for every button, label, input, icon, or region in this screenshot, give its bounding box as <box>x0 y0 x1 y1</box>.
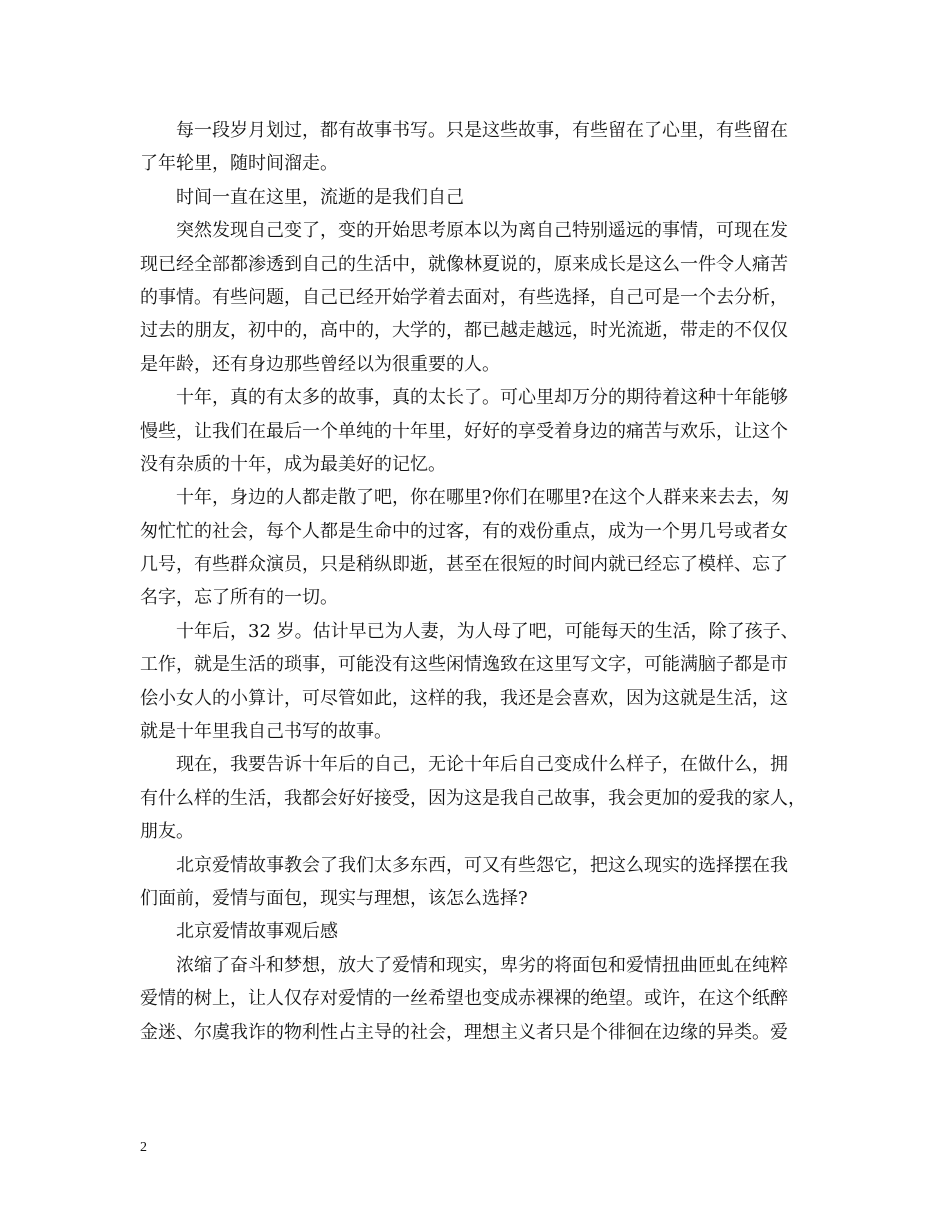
text-line: 名字，忘了所有的一切。 <box>140 587 338 609</box>
text-line: 几号，有些群众演员，只是稍纵即逝，甚至在很短的时间内就已经忘了模样、忘了 <box>140 554 788 576</box>
text-line: 现已经全部都渗透到自己的生活中，就像林夏说的，原来成长是这么一件令人痛苦 <box>140 253 788 275</box>
text-line: 金迷、尔虞我诈的物利性占主导的社会，理想主义者只是个徘徊在边缘的异类。爱 <box>140 1021 788 1043</box>
text-line: 爱情的树上，让人仅存对爱情的一丝希望也变成赤裸裸的绝望。或许，在这个纸醉 <box>140 988 788 1010</box>
text-line: 北京爱情故事教会了我们太多东西，可又有些怨它，把这么现实的选择摆在我 <box>176 854 788 876</box>
text-line: 时间一直在这里，流逝的是我们自己 <box>176 186 464 208</box>
document-body <box>140 114 812 1049</box>
text-line: 有什么样的生活，我都会好好接受，因为这是我自己故事，我会更加的爱我的家人， <box>140 787 806 809</box>
text-line: 工作，就是生活的琐事，可能没有这些闲情逸致在这里写文字，可能满脑子都是市 <box>140 654 788 676</box>
text-line: 十年后，32 岁。估计早已为人妻，为人母了吧，可能每天的生活，除了孩子、 <box>176 620 799 642</box>
text-line: 过去的朋友，初中的，高中的，大学的，都已越走越远，时光流逝，带走的不仅仅 <box>140 320 788 342</box>
text-line: 北京爱情故事观后感 <box>176 921 338 943</box>
text-line: 十年，身边的人都走散了吧，你在哪里?你们在哪里?在这个人群来来去去，匆 <box>176 487 790 509</box>
text-line: 慢些，让我们在最后一个单纯的十年里，好好的享受着身边的痛苦与欢乐，让这个 <box>140 420 788 442</box>
text-line: 的事情。有些问题，自己已经开始学着去面对，有些选择，自己可是一个去分析， <box>140 286 788 308</box>
text-line: 十年，真的有太多的故事，真的太长了。可心里却万分的期待着这种十年能够 <box>176 387 788 409</box>
text-line: 现在，我要告诉十年后的自己，无论十年后自己变成什么样子，在做什么，拥 <box>176 754 788 776</box>
text-line: 侩小女人的小算计，可尽管如此，这样的我，我还是会喜欢，因为这就是生活，这 <box>140 687 788 709</box>
text-line: 浓缩了奋斗和梦想，放大了爱情和现实，卑劣的将面包和爱情扭曲匝虬在纯粹 <box>176 954 788 976</box>
text-line: 没有杂质的十年，成为最美好的记忆。 <box>140 453 446 475</box>
text-line: 突然发现自己变了，变的开始思考原本以为离自己特别遥远的事情，可现在发 <box>176 220 788 242</box>
text-line: 们面前，爱情与面包，现实与理想，该怎么选择? <box>140 887 528 909</box>
page-number: 2 <box>140 1140 147 1155</box>
text-line: 是年龄，还有身边那些曾经以为很重要的人。 <box>140 353 500 375</box>
text-line: 了年轮里，随时间溜走。 <box>140 153 338 175</box>
text-line: 就是十年里我自己书写的故事。 <box>140 721 392 743</box>
text-line: 朋友。 <box>140 821 194 843</box>
text-line: 匆忙忙的社会，每个人都是生命中的过客，有的戏份重点，成为一个男几号或者女 <box>140 520 788 542</box>
text-line: 每一段岁月划过，都有故事书写。只是这些故事，有些留在了心里，有些留在 <box>176 120 788 141</box>
